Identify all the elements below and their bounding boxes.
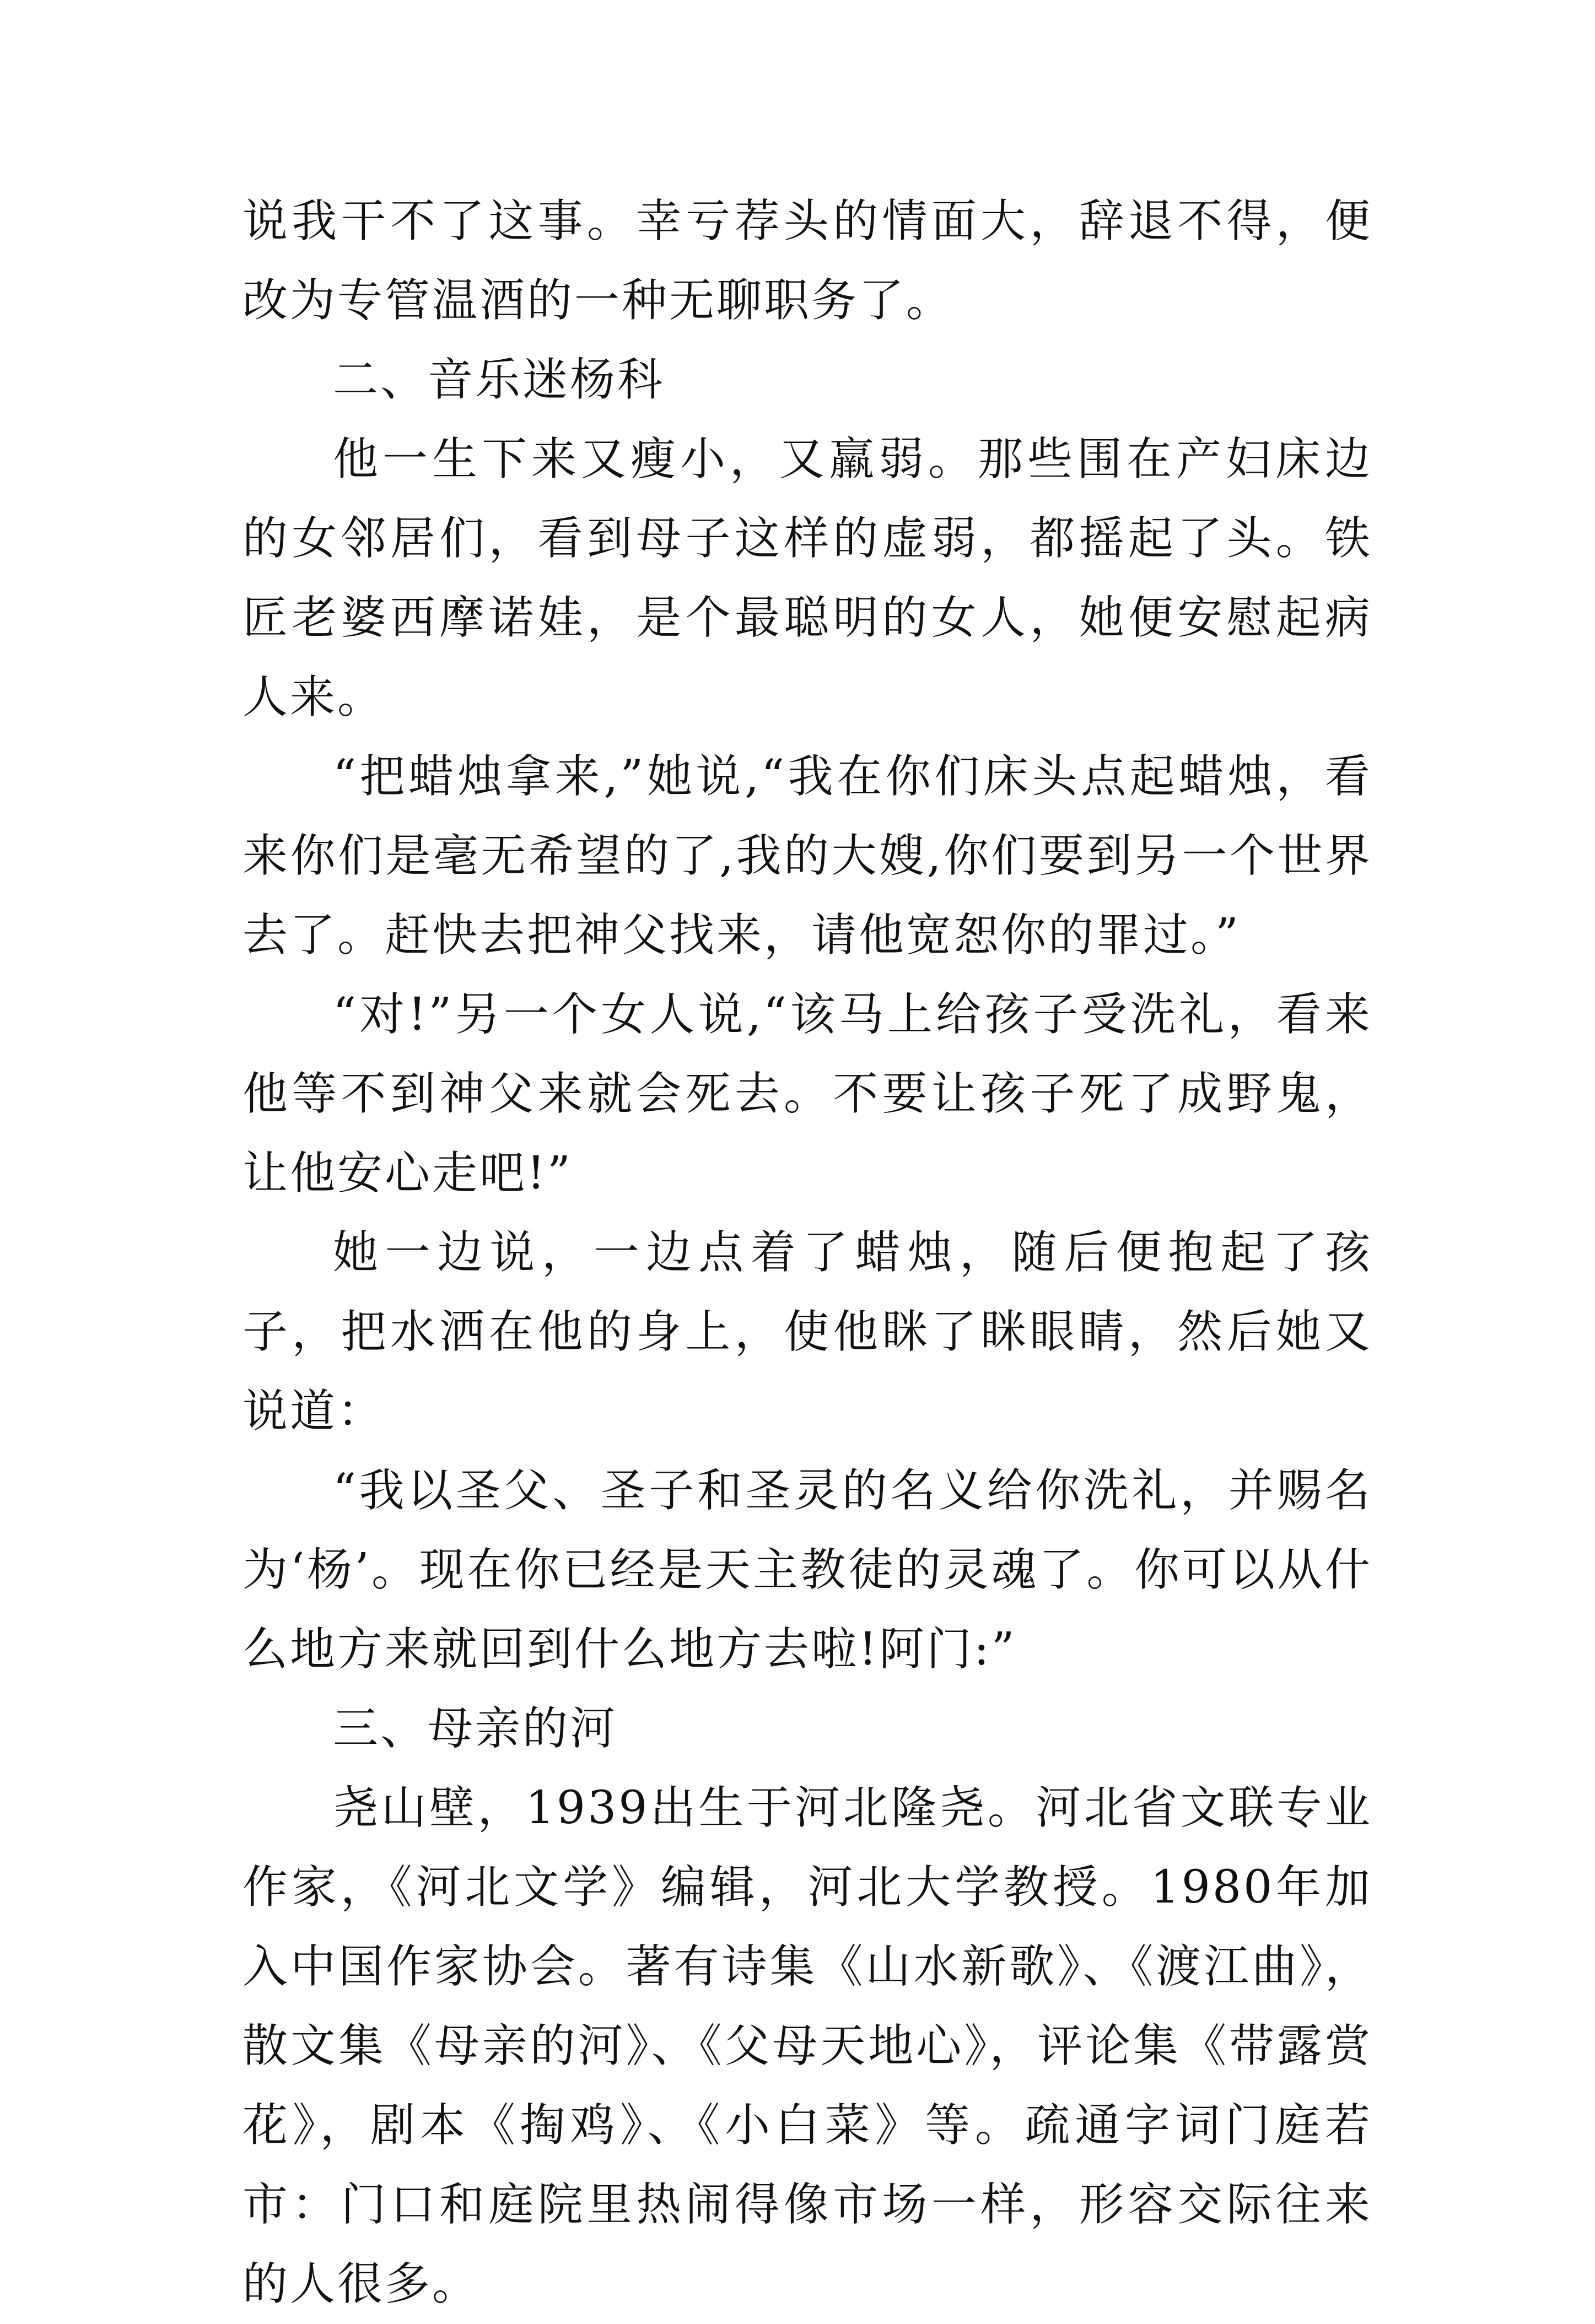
paragraph: “我以圣父、圣子和圣灵的名义给你洗礼，并赐名为‘杨’。现在你已经是天主教徒的灵魂了。你可以从什么地方来就回到什么地方去啦!阿门:” — [243, 1464, 1372, 1676]
paragraph: 他一生下来又瘦小，又羸弱。那些围在产妇床边的女邻居们，看到母子这样的虚弱，都摇起了头。铁匠老婆西摩诺娃，是个最聪明的女人，她便安慰起病人来。 — [243, 433, 1372, 723]
section-heading-3: 三、母亲的河 — [333, 1703, 618, 1755]
paragraph: “对!”另一个女人说,“该马上给孩子受洗礼，看来他等不到神父来就会死去。不要让孩子死了成野鬼，让他安心走吧!” — [243, 988, 1372, 1199]
paragraph: 她一边说，一边点着了蜡烛，随后便抱起了孩子，把水洒在他的身上，使他眯了眯眼睛，然后她又说道： — [243, 1226, 1372, 1437]
section-heading-2: 二、音乐迷杨科 — [333, 354, 665, 406]
paragraph-continuation: 说我干不了这事。幸亏荐头的情面大，辞退不得，便改为专管温酒的一种无聊职务了。 — [243, 195, 1372, 327]
paragraph: “把蜡烛拿来,”她说,“我在你们床头点起蜡烛，看来你们是毫无希望的了,我的大嫂,你们要到另一个世界去了。赶快去把神父找来，请他宽恕你的罪过。” — [243, 750, 1372, 961]
body-text — [243, 182, 1372, 2324]
paragraph: 尧山壁，1939出生于河北隆尧。河北省文联专业作家，《河北文学》编辑，河北大学教授。1980年加入中国作家协会。著有诗集《山水新歌》、《渡江曲》，散文集《母亲的河》、《父母天地心》，评论集《带露赏花》，剧本《掏鸡》、《小白菜》等。疏通字词门庭若市：门口和庭院里热闹得像市场一样，形容交际往来的人很多。 — [243, 1782, 1372, 2310]
